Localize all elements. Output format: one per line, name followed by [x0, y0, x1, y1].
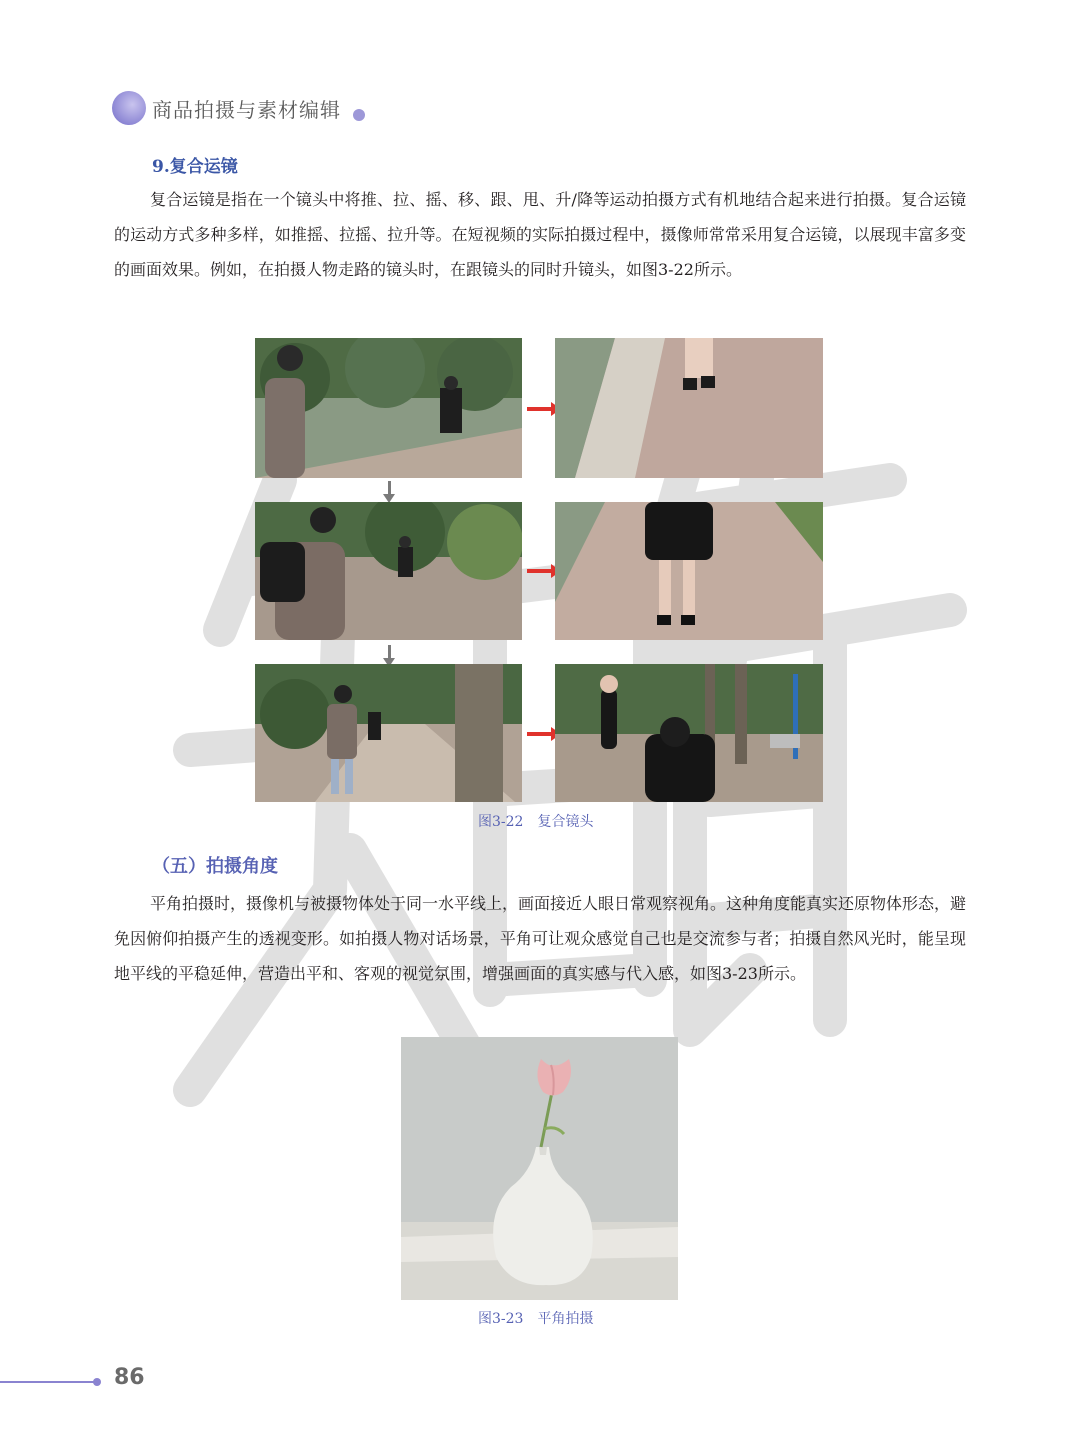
running-header [112, 86, 365, 130]
photo-1-1 [255, 338, 522, 478]
arrow-down-icon [388, 645, 391, 659]
arrow-right-icon [527, 407, 553, 411]
subsection-paragraph [114, 886, 966, 991]
photo-3-2 [555, 664, 823, 802]
section-paragraph [114, 182, 966, 287]
photo-3-1 [255, 664, 522, 802]
header-dot-icon [353, 109, 365, 121]
footer-line [0, 1381, 96, 1383]
photo-2-1 [255, 502, 522, 640]
section-heading: 9.复合运镜 [152, 157, 238, 177]
figure-caption: 图3-22 复合镜头 [478, 814, 594, 830]
photo-vase-tulip [401, 1037, 678, 1300]
book-title: 商品拍摄与素材编辑 [152, 97, 341, 122]
subsection-paragraph-text: 平角拍摄时，摄像机与被摄物体处于同一水平线上，画面接近人眼日常观察视角。这种角度能真实还原物体形态，避免因俯仰拍摄产生的透视变形。如拍摄人物对话场景，平角可让观众感觉自己也是交流参与者；拍摄自然风光时，能呈现地平线的平稳延伸，营造出平和、客观的视觉氛围，增强画面的真实感与代入感，如图3-23所示。 [114, 894, 967, 983]
page-number: 86 [114, 1365, 145, 1390]
arrow-right-icon [527, 732, 553, 736]
figure-caption: 图3-23 平角拍摄 [478, 1311, 594, 1327]
arrow-right-icon [527, 569, 553, 573]
footer-dot-icon [93, 1378, 101, 1386]
photo-2-2 [555, 502, 823, 640]
arrow-down-icon [388, 481, 391, 495]
subsection-heading: （五）拍摄角度 [152, 856, 278, 877]
moon-icon [112, 91, 146, 125]
section-paragraph-text: 复合运镜是指在一个镜头中将推、拉、摇、移、跟、甩、升/降等运动拍摄方式有机地结合起来进行拍摄。复合运镜的运动方式多种多样，如推摇、拉摇、拉升等。在短视频的实际拍摄过程中，摄像师常常采用复合运镜，以展现丰富多变的画面效果。例如，在拍摄人物走路的镜头时，在跟镜头的同时升镜头，如图3-22所示。 [114, 190, 966, 279]
photo-1-2 [555, 338, 823, 478]
